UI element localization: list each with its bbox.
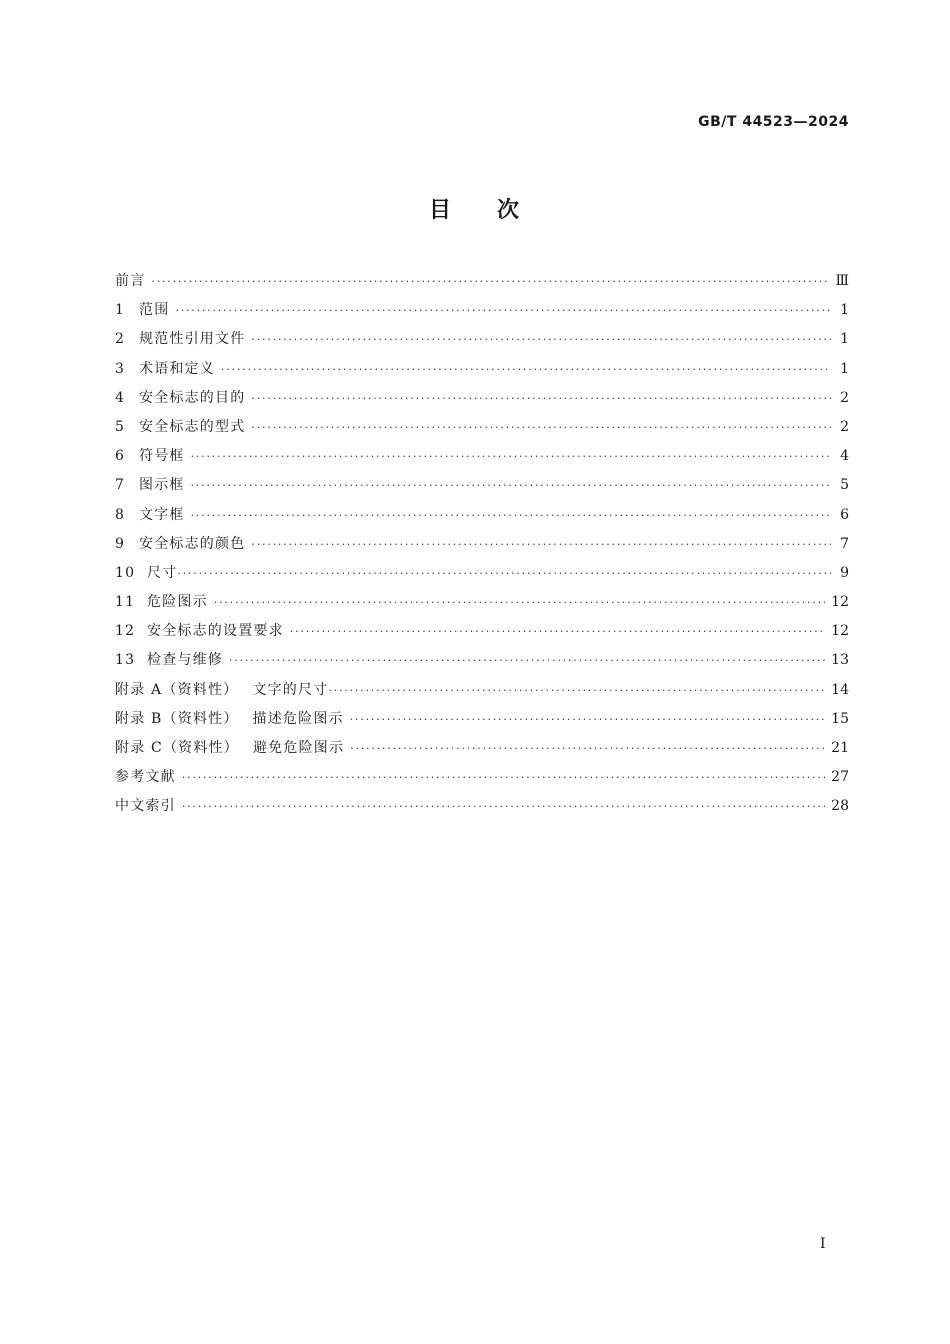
toc-entry-page: 12 <box>831 623 849 640</box>
toc-entry-annex-c[interactable] <box>115 737 849 766</box>
toc-leader-dots <box>251 419 831 435</box>
toc-entry-label: 参考文献 <box>115 769 176 786</box>
toc-entry-label: 前言 <box>115 273 146 289</box>
toc-entry-page: 27 <box>831 769 849 786</box>
toc-leader-dots <box>191 477 831 493</box>
toc-leader-dots <box>191 448 831 464</box>
toc-leader-dots <box>290 623 825 639</box>
toc-entry-label: 安全标志的设置要求 <box>147 623 284 640</box>
toc-entry-8[interactable] <box>115 504 849 533</box>
toc-entry-page: 28 <box>831 798 849 815</box>
toc-entry-11[interactable] <box>115 591 849 620</box>
toc-leader-dots <box>251 331 831 347</box>
toc-entry-7[interactable] <box>115 474 849 503</box>
toc-entry-page: 14 <box>831 681 849 698</box>
toc-entry-label: 安全标志的型式 <box>139 418 246 435</box>
toc-entry-label: 符号框 <box>139 448 185 465</box>
toc-entry-12[interactable] <box>115 620 849 649</box>
toc-leader-dots <box>191 507 831 523</box>
toc-entry-bibliography[interactable] <box>115 766 849 795</box>
toc-leader-dots <box>221 361 831 377</box>
toc-leader-dots <box>251 390 831 406</box>
toc-leader-dots <box>182 798 825 814</box>
toc-entry-4[interactable] <box>115 387 849 416</box>
toc-entry-number: 4 <box>115 389 126 406</box>
toc-title-char-1: 目 <box>428 198 453 223</box>
toc-entry-subtitle: 描述危险图示 <box>252 710 344 727</box>
toc-leader-dots <box>182 769 825 785</box>
toc-leader-dots <box>328 682 825 698</box>
toc-entry-label: 附录 C（资料性） <box>115 740 239 756</box>
toc-entry-label: 安全标志的目的 <box>139 389 246 406</box>
toc-entry-label: 尺寸 <box>147 564 178 581</box>
document-number: GB/T 44523—2024 <box>698 114 849 130</box>
toc-entry-1[interactable] <box>115 299 849 328</box>
toc-entry-foreword[interactable] <box>115 270 849 299</box>
toc-entry-number: 10 <box>115 564 136 581</box>
toc-entry-number: 6 <box>115 448 126 465</box>
toc-entry-number: 12 <box>115 623 136 640</box>
table-of-contents <box>115 270 849 825</box>
toc-entry-page: 12 <box>831 594 849 611</box>
toc-entry-page: 5 <box>840 477 849 494</box>
toc-leader-dots <box>151 273 829 289</box>
toc-entry-10[interactable] <box>115 562 849 591</box>
toc-entry-page: 6 <box>840 506 849 523</box>
toc-entry-label: 文字框 <box>139 506 185 523</box>
toc-entry-label: 中文索引 <box>115 798 176 815</box>
toc-leader-dots <box>229 652 825 668</box>
toc-entry-number: 9 <box>115 535 126 552</box>
toc-entry-page: 4 <box>840 448 849 465</box>
toc-entry-label: 安全标志的颜色 <box>139 535 246 552</box>
toc-entry-9[interactable] <box>115 533 849 562</box>
toc-entry-label: 术语和定义 <box>139 360 215 377</box>
toc-entry-page: 21 <box>831 740 849 756</box>
toc-entry-index[interactable] <box>115 795 849 824</box>
toc-entry-label: 危险图示 <box>147 594 208 611</box>
toc-entry-page: 9 <box>840 564 849 581</box>
toc-entry-6[interactable] <box>115 445 849 474</box>
toc-entry-page: 1 <box>840 360 849 377</box>
toc-leader-dots <box>175 302 831 318</box>
toc-entry-label: 附录 A（资料性） <box>115 681 239 698</box>
toc-entry-label: 图示框 <box>139 477 185 494</box>
toc-entry-number: 2 <box>115 331 126 348</box>
toc-entry-page: 7 <box>840 535 849 552</box>
toc-entry-number: 5 <box>115 418 126 435</box>
toc-entry-label: 检查与维修 <box>147 652 223 669</box>
toc-title <box>0 193 950 224</box>
toc-entry-page: 13 <box>831 652 849 669</box>
toc-entry-number: 8 <box>115 506 126 523</box>
toc-entry-page: 15 <box>831 710 849 727</box>
toc-entry-label: 范围 <box>139 302 170 319</box>
toc-leader-dots <box>214 594 825 610</box>
toc-entry-subtitle: 文字的尺寸 <box>252 681 329 698</box>
toc-entry-5[interactable] <box>115 416 849 445</box>
toc-entry-number: 3 <box>115 360 126 377</box>
toc-entry-subtitle: 避免危险图示 <box>252 740 345 756</box>
toc-title-char-2: 次 <box>497 198 522 223</box>
toc-entry-page: 2 <box>840 418 849 435</box>
toc-leader-dots <box>350 740 825 756</box>
toc-entry-annex-b[interactable] <box>115 708 849 737</box>
toc-leader-dots <box>177 565 831 581</box>
toc-entry-number: 7 <box>115 477 126 494</box>
toc-entry-annex-a[interactable] <box>115 679 849 708</box>
toc-entry-label: 附录 B（资料性） <box>115 710 239 727</box>
toc-entry-2[interactable] <box>115 328 849 357</box>
toc-entry-number: 13 <box>115 652 136 669</box>
toc-entry-page: Ⅲ <box>835 273 849 289</box>
toc-entry-number: 1 <box>115 302 126 319</box>
toc-entry-13[interactable] <box>115 649 849 678</box>
toc-leader-dots <box>350 711 825 727</box>
page-number: I <box>820 1236 826 1252</box>
toc-entry-page: 1 <box>840 331 849 348</box>
toc-entry-label: 规范性引用文件 <box>139 331 246 348</box>
toc-entry-3[interactable] <box>115 358 849 387</box>
toc-leader-dots <box>251 536 831 552</box>
toc-entry-page: 2 <box>840 389 849 406</box>
toc-entry-page: 1 <box>840 302 849 319</box>
toc-entry-number: 11 <box>115 594 136 611</box>
